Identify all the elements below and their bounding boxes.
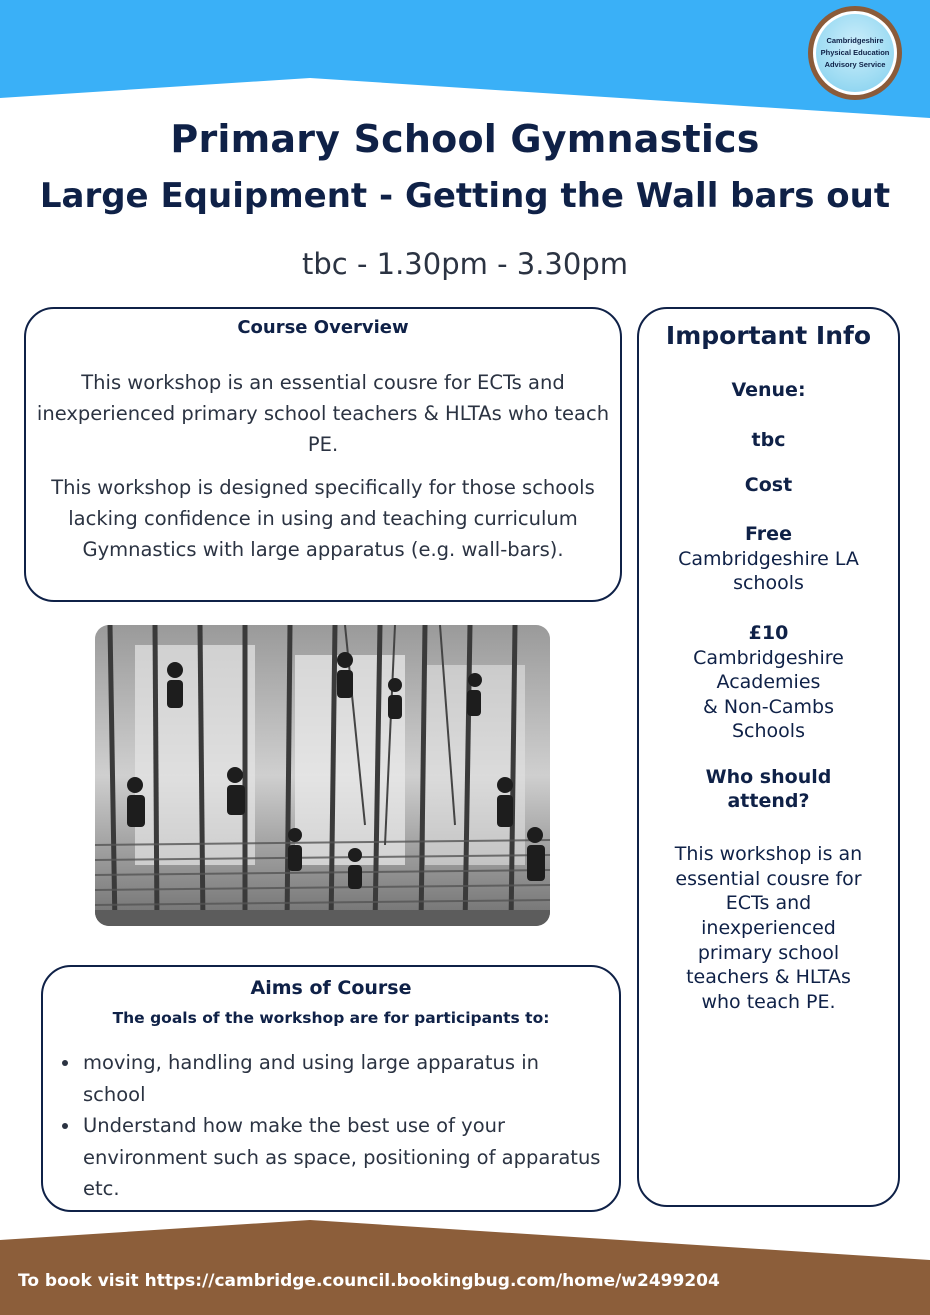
- who-desc-line: primary school: [697, 942, 840, 964]
- price-desc-line: Academies: [716, 671, 821, 693]
- page-subtitle: Large Equipment - Getting the Wall bars out: [39, 176, 891, 216]
- who-desc-line: teachers & HLTAs: [686, 966, 851, 988]
- course-overview-box: [24, 307, 622, 602]
- aims-list: [43, 1047, 601, 1205]
- price-desc-line: Schools: [732, 720, 805, 742]
- who-desc-line: This workshop is an: [674, 843, 863, 865]
- cost-label: Cost: [744, 474, 793, 496]
- booking-link-text[interactable]: To book visit https://cambridge.council.bookingbug.com/home/w2499204: [18, 1271, 720, 1291]
- header-band: [0, 0, 930, 130]
- wall-bars-image: [95, 625, 550, 926]
- footer-band: [0, 1215, 930, 1315]
- page-title: Primary School Gymnastics: [170, 117, 760, 161]
- aims-subheading: The goals of the workshop are for participants to:: [112, 1009, 550, 1027]
- aims-item: • moving, handling and using large apparatus in school: [81, 1047, 601, 1110]
- overview-paragraph-1: This workshop is an essential cousre for ECTs and inexperienced primary school teachers & HLTAs who teach PE.: [36, 371, 610, 456]
- price-desc-line: & Non-Cambs: [703, 696, 834, 718]
- aims-item: • Understand how make the best use of your environment such as space, positioning of apparatus etc.: [81, 1110, 601, 1205]
- who-desc-line: inexperienced: [701, 917, 836, 939]
- info-heading: Important Info: [665, 321, 872, 350]
- who-label-line: Who should: [705, 766, 832, 788]
- venue-value: tbc: [751, 429, 786, 451]
- who-desc-line: ECTs and: [725, 892, 812, 914]
- overview-heading: Course Overview: [237, 317, 409, 338]
- price-desc-line: Cambridgeshire: [693, 647, 844, 669]
- who-desc-line: essential cousre for: [675, 868, 862, 890]
- who-desc-line: who teach PE.: [701, 991, 836, 1013]
- free-label: Free: [745, 523, 792, 545]
- overview-paragraph-2: This workshop is designed specifically for those schools lacking confidence in using and teaching curriculum Gymnastics with large apparatus (e.g. wall-bars).: [51, 476, 595, 561]
- free-desc-line: schools: [733, 572, 804, 594]
- gymnastics-photo: [95, 625, 550, 926]
- who-label-line: attend?: [727, 790, 810, 812]
- aims-heading: Aims of Course: [250, 977, 412, 999]
- price-label: £10: [748, 622, 789, 644]
- logo-line-2: Physical Education: [820, 48, 890, 57]
- free-desc-line: Cambridgeshire LA: [678, 548, 859, 570]
- logo-line-1: Cambridgeshire: [826, 36, 884, 45]
- logo-line-3: Advisory Service: [824, 60, 886, 69]
- cpeas-logo: [808, 6, 902, 100]
- venue-label: Venue:: [731, 379, 806, 401]
- session-time: tbc - 1.30pm - 3.30pm: [302, 247, 628, 281]
- aims-box: [41, 965, 621, 1212]
- important-info-box: [637, 307, 900, 1207]
